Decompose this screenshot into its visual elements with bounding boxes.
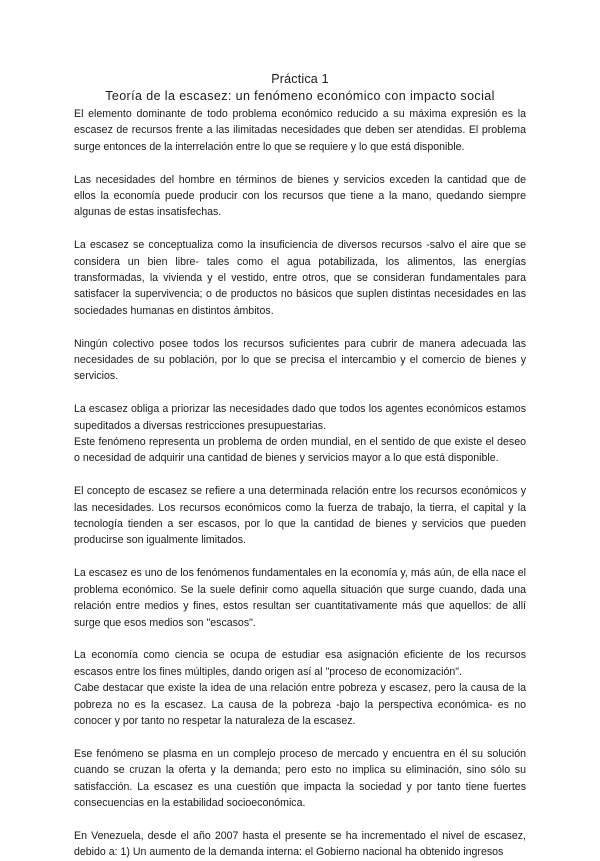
paragraph: Cabe destacar que existe la idea de una relación entre pobreza y escasez, pero la causa de la pobreza no es la escasez. La causa de la pobreza -bajo la perspectiva económica- es no conocer y por tanto no respetar la naturaleza de la escasez. — [74, 682, 526, 727]
paragraph: La escasez obliga a priorizar las necesidades dado que todos los agentes económicos estamos supeditados a diversas restricciones presupuestarias. — [74, 403, 526, 432]
paragraph: Ese fenómeno se plasma en un complejo proceso de mercado y encuentra en él su solución cuando se cruzan la oferta y la demanda; pero esto no implica su eliminación, sino sólo su satisfacción. La escasez es una cuestión que impacta la sociedad y por tanto tiene fuertes consecuencias en la estabilidad socioeconómica. — [74, 747, 526, 809]
page-title: Práctica 1 — [271, 72, 329, 86]
page-subtitle: Teoría de la escasez: un fenómeno económico con impacto social — [105, 89, 495, 103]
document-body — [74, 106, 526, 861]
paragraph: El elemento dominante de todo problema económico reducido a su máxima expresión es la escasez de recursos frente a las ilimitadas necesidades que deben ser atendidas. El problema surge entonces de la interrelación entre lo que se requiere y lo que está disponible. — [74, 108, 526, 153]
paragraph: En Venezuela, desde el año 2007 hasta el presente se ha incrementado el nivel de escasez, debido a: 1) Un aumento de la demanda interna: el Gobierno nacional ha obtenido ingresos — [74, 829, 526, 859]
paragraph: La economía como ciencia se ocupa de estudiar esa asignación eficiente de los recursos escasos entre los fines múltiples, dando origen así al "proceso de economización". — [74, 649, 526, 678]
paragraph: Ningún colectivo posee todos los recursos suficientes para cubrir de manera adecuada las necesidades de su población, por lo que se precisa el intercambio y el comercio de bienes y servicios. — [74, 337, 526, 383]
paragraph: La escasez es uno de los fenómenos fundamentales en la economía y, más aún, de ella nace el problema económico. Se la suele definir como aquella situación que surge cuando, dada una relación entre medios y fines, estos resultan ser cuantitativamente más que aquellos: de allí surge que esos medios son "escasos". — [74, 567, 526, 629]
paragraph: Este fenómeno representa un problema de orden mundial, en el sentido de que existe el deseo o necesidad de adquirir una cantidad de bienes y servicios mayor a lo que está disponible. — [74, 436, 526, 465]
paragraph: El concepto de escasez se refiere a una determinada relación entre los recursos económicos y las necesidades. Los recursos económicos como la fuerza de trabajo, la tierra, el capital y la tecnología tienden a ser escasos, por lo que la cantidad de bienes y servicios que pueden producirse son igualmente limitados. — [74, 485, 526, 547]
paragraph: La escasez se conceptualiza como la insuficiencia de diversos recursos -salvo el aire que se considera un bien libre- tales como el agua potabilizada, los alimentos, las energías transformadas, la vivienda y el vestido, entre otros, que se consideran fundamentales para satisfacer la supervivencia; o de productos no básicos que suplen distintas necesidades en las sociedades humanas en distintos ámbitos. — [74, 239, 526, 317]
paragraph: Las necesidades del hombre en términos de bienes y servicios exceden la cantidad que de ellos la economía puede producir con los recursos que tiene a la mano, quedando siempre algunas de estas insatisfechas. — [74, 173, 526, 219]
document-header — [0, 71, 600, 104]
